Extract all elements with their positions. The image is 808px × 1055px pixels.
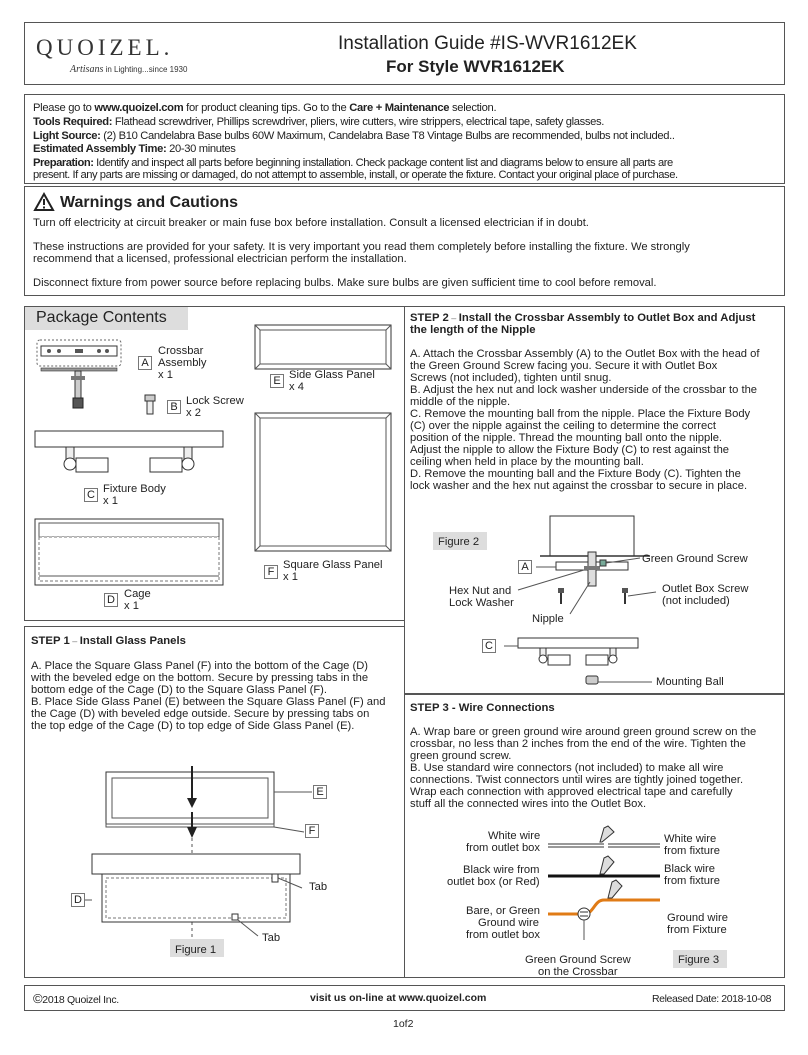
released-date: Released Date: 2018-10-08	[652, 993, 772, 1005]
white-wire-fixture-1: White wire	[664, 833, 717, 845]
outlet-box-screw-label-2: (not included)	[662, 595, 730, 607]
light-text: (2) B10 Candelabra Base bulbs 60W Maximum, Candelabra Base T8 Vintage Bulbs are recommended, bulbs not included..	[100, 130, 675, 142]
outlet-box-screw-label-1: Outlet Box Screw	[662, 583, 749, 595]
ground-wire-fixture-2: from Fixture	[667, 924, 727, 936]
nipple-label: Nipple	[532, 613, 564, 625]
letter-b: B	[167, 400, 181, 414]
care-maintenance-label: Care + Maintenance	[349, 102, 450, 114]
intro-line-1	[33, 102, 496, 114]
time-line	[33, 143, 235, 155]
step3-title: STEP 3 - Wire Connections	[410, 702, 555, 714]
square-glass-qty: x 1	[283, 571, 298, 583]
brand-logo: QUOIZEL.	[36, 35, 174, 60]
figure2-diagram	[500, 512, 670, 692]
black-wire-outlet-1: Black wire from	[463, 864, 540, 876]
step2-line-9: ceiling when held in place by the mounting ball.	[410, 456, 644, 468]
step3-line-4: connections. Twist connectors until wires are tightly joined together.	[410, 774, 744, 786]
fig1-tab-2: Tab	[262, 932, 281, 944]
letter-f: F	[264, 565, 278, 579]
step2-subtitle-2: the length of the Nipple	[410, 324, 536, 336]
copyright	[33, 993, 119, 1006]
step2-line-10: D. Remove the mounting ball and the Fixture Body (C). Tighten the	[410, 468, 741, 480]
visit-website[interactable]: visit us on-line at www.quoizel.com	[310, 992, 487, 1004]
cage-diagram	[34, 518, 224, 586]
fixture-body-label: Fixture Body	[103, 483, 166, 495]
step3-line-6: stuff all the connected wires into the Outlet Box.	[410, 798, 647, 810]
step1-line-3: B. Place Side Glass Panel (E) between the Square Glass Panel (F) and	[31, 696, 386, 708]
square-glass-label: Square Glass Panel	[283, 559, 383, 571]
step1-number: STEP 1	[31, 635, 70, 647]
time-label: Estimated Assembly Time:	[33, 143, 167, 155]
warnings-title: Warnings and Cautions	[60, 194, 239, 211]
tools-line	[33, 116, 604, 128]
green-ground-screw-label: Green Ground Screw	[642, 553, 748, 565]
prep-line-2: present. If any parts are missing or damaged, do not attempt to assemble, install, or operate the fixture. Contact your original place of purchase.	[33, 169, 678, 181]
step2-line-0: A. Attach the Crossbar Assembly (A) to the Outlet Box with the head of	[410, 348, 760, 360]
black-wire-outlet-2: outlet box (or Red)	[447, 876, 540, 888]
side-glass-panel-diagram	[254, 324, 392, 370]
tools-text: Flathead screwdriver, Phillips screwdriver, pliers, wire cutters, wire strippers, electrical tape, safety glasses.	[112, 116, 605, 128]
page-number: 1of2	[393, 1018, 414, 1030]
figure3-diagram	[548, 822, 660, 942]
warning-p1: Turn off electricity at circuit breaker or main fuse box before installation. Consult a licensed electrician if in doubt.	[33, 217, 589, 229]
style-title: For Style WVR1612EK	[386, 57, 565, 76]
website-link[interactable]: www.quoizel.com	[94, 102, 184, 114]
step1-line-2: bottom edge of the Cage (D) to the Square Glass Panel (F).	[31, 684, 327, 696]
figure2-caption: Figure 2	[438, 536, 480, 548]
time-text: 20-30 minutes	[166, 143, 236, 155]
guide-title: Installation Guide #IS-WVR1612EK	[338, 33, 637, 54]
letter-a: A	[138, 356, 152, 370]
step3-line-2: green ground screw.	[410, 750, 512, 762]
mounting-ball-label: Mounting Ball	[656, 676, 724, 688]
ground-wire-outlet-2: Ground wire	[478, 917, 539, 929]
white-wire-fixture-2: from fixture	[664, 845, 720, 857]
warning-p2a: These instructions are provided for your safety. It is very important you read them completely before installing the fixture. We strongly	[33, 241, 690, 253]
step2-line-5: C. Remove the mounting ball from the nipple. Place the Fixture Body	[410, 408, 751, 420]
step3-line-1: crossbar, no less than 2 inches from the end of the wire. Tighten the	[410, 738, 746, 750]
side-glass-label: Side Glass Panel	[289, 369, 375, 381]
warning-p3: Disconnect fixture from power source before replacing bulbs. Make sure bulbs are given sufficient time to cool before removal.	[33, 277, 657, 289]
intro-text: Please go to	[33, 102, 95, 114]
step2-line-2: Screws (not included), tighten until snug.	[410, 372, 612, 384]
white-wire-outlet-1: White wire	[488, 830, 541, 842]
ground-wire-outlet-1: Bare, or Green	[466, 905, 540, 917]
step3-line-5: Wrap each connection with approved electrical tape and carefully	[410, 786, 733, 798]
step1-line-1: with the beveled edge on the bottom. Secure by pressing tabs in the	[31, 672, 369, 684]
fig1-tab-1: Tab	[309, 881, 328, 893]
hex-nut-label-2: Lock Washer	[449, 597, 514, 609]
square-glass-panel-diagram	[254, 412, 392, 552]
step2-subtitle-1: Install the Crossbar Assembly to Outlet Box and Adjust	[458, 312, 756, 324]
step1-line-0: A. Place the Square Glass Panel (F) into the bottom of the Cage (D)	[31, 660, 369, 672]
step2-dash: –	[448, 313, 459, 323]
step1-line-4: the Cage (D) with beveled edge outside. Secure by pressing tabs on	[31, 708, 370, 720]
cage-label: Cage	[124, 588, 151, 600]
step2-line-6: (C) over the nipple against the ceiling to determine the correct	[410, 420, 716, 432]
crossbar-assembly-diagram	[35, 338, 125, 412]
step2-line-8: Adjust the nipple to allow the Fixture Body (C) to rest against the	[410, 444, 730, 456]
step2-line-3: B. Adjust the hex nut and lock washer underside of the crossbar to the	[410, 384, 758, 396]
fixture-body-qty: x 1	[103, 495, 118, 507]
copyright-symbol: ©	[33, 991, 43, 1006]
crossbar-label-1: Crossbar	[158, 345, 204, 357]
green-screw-crossbar-2: on the Crossbar	[538, 966, 618, 978]
step1-dash: –	[69, 636, 80, 646]
tools-label: Tools Required:	[33, 116, 113, 128]
fig1-letter-e: E	[313, 785, 327, 799]
brand-tagline	[70, 64, 187, 75]
step1-subtitle: Install Glass Panels	[79, 635, 186, 647]
copyright-text: 2018 Quoizel Inc.	[42, 994, 119, 1006]
light-line	[33, 130, 675, 142]
white-wire-outlet-2: from outlet box	[466, 842, 540, 854]
prep-text: Identify and inspect all parts before beginning installation. Check package content list and diagrams below to ensure all parts are	[93, 157, 673, 169]
fig1-letter-f: F	[305, 824, 319, 838]
warning-icon	[34, 193, 54, 211]
green-screw-crossbar-1: Green Ground Screw	[525, 954, 631, 966]
black-wire-fixture-1: Black wire	[664, 863, 715, 875]
lock-screw-qty: x 2	[186, 407, 201, 419]
figure1-caption: Figure 1	[175, 944, 217, 956]
step2-line-4: middle of the nipple.	[410, 396, 511, 408]
step2-line-11: lock washer and the hex nut against the crossbar to secure in place.	[410, 480, 748, 492]
crossbar-label-2: Assembly	[158, 357, 207, 369]
tagline-script: Artisans	[70, 64, 104, 75]
fig2-letter-c: C	[482, 639, 496, 653]
side-glass-qty: x 4	[289, 381, 304, 393]
letter-d: D	[104, 593, 118, 607]
step2-number: STEP 2	[410, 312, 449, 324]
step3-line-3: B. Use standard wire connectors (not included) to make all wire	[410, 762, 724, 774]
figure3-caption: Figure 3	[678, 954, 720, 966]
step2-line-1: the Green Ground Screw facing you. Secure it with Outlet Box	[410, 360, 718, 372]
letter-c: C	[84, 488, 98, 502]
step3-line-0: A. Wrap bare or green ground wire around green ground screw on the	[410, 726, 757, 738]
black-wire-fixture-2: from fixture	[664, 875, 720, 887]
step1-line-5: the top edge of the Cage (D) to top edge of Side Glass Panel (E).	[31, 720, 355, 732]
cage-qty: x 1	[124, 600, 139, 612]
fig2-letter-a: A	[518, 560, 532, 574]
fig1-letter-d: D	[71, 893, 85, 907]
hex-nut-label-1: Hex Nut and	[449, 585, 512, 597]
package-title: Package Contents	[36, 309, 167, 326]
warning-p2b: recommend that a licensed, professional electrician perform the installation.	[33, 253, 407, 265]
step1-title	[31, 635, 186, 648]
prep-label: Preparation:	[33, 157, 94, 169]
ground-wire-outlet-3: from outlet box	[466, 929, 540, 941]
fixture-body-diagram	[34, 430, 224, 480]
lock-screw-diagram	[144, 394, 156, 416]
intro-text: for product cleaning tips. Go to the	[183, 102, 350, 114]
prep-line-1	[33, 157, 673, 169]
tagline-rest: in Lighting...since 1930	[105, 65, 188, 74]
lock-screw-label: Lock Screw	[186, 395, 244, 407]
crossbar-qty: x 1	[158, 369, 173, 381]
intro-text: selection.	[449, 102, 497, 114]
light-label: Light Source:	[33, 130, 101, 142]
ground-wire-fixture-1: Ground wire	[667, 912, 728, 924]
letter-e: E	[270, 374, 284, 388]
step2-line-7: position of the nipple. Thread the mounting ball onto the nipple.	[410, 432, 723, 444]
